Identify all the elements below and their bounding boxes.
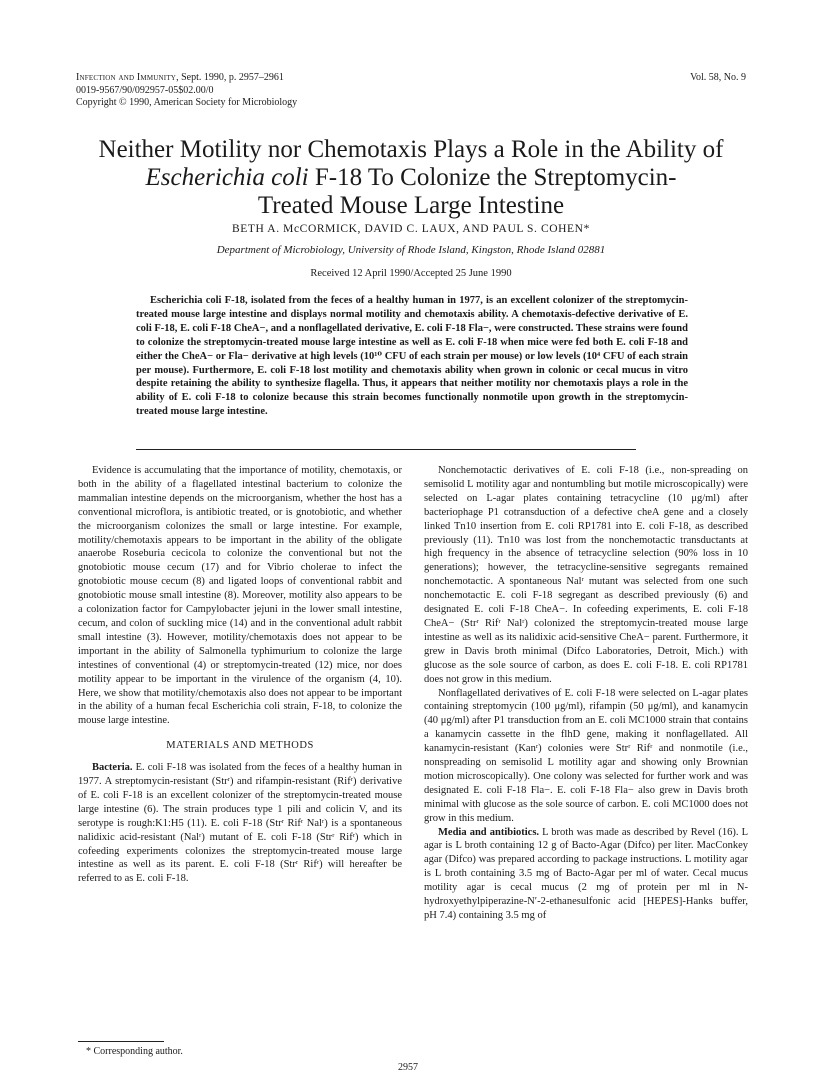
methods-heading: MATERIALS AND METHODS xyxy=(166,740,314,752)
footnote-divider xyxy=(78,1041,164,1042)
title-line-3: Treated Mouse Large Intestine xyxy=(257,192,565,219)
media-text: L broth was made as described by Revel (16). L agar is L broth containing 12 g of Bacto-Agar (Difco) per liter. MacConkey agar (Difco) was prepared according to package instructions. L motility agar is L broth containing 3.5 mg of Bacto-Agar per ml of water. Cecal mucus motility agar is cecal mucus (2 mg of protein per ml in N-hydroxyethylpiperazine-N′-2-ethanesulfonic acid [HEPES]-Hanks buffer, pH 7.4) containing 3.5 mg of xyxy=(424,826,748,921)
received-dates: Received 12 April 1990/Accepted 25 June 1990 xyxy=(310,268,512,279)
title-line-1: Neither Motility nor Chemotaxis Plays a Role in the Ability of xyxy=(98,136,724,163)
abstract: Escherichia coli F-18, isolated from the feces of a healthy human in 1977, is an excellent colonizer of the streptomycin-treated mouse large intestine and displays normal motility and chemotaxis ability. A chemotaxis-defective derivative of E. coli F-18, E. coli F-18 CheA−, and a nonflagellated derivative, E. coli F-18 Fla−, were constructed. These strains were found to colonize the streptomycin-treated mouse large intestine as well as E. coli F-18 when mice were fed both E. coli F-18 and either the CheA− or Fla− derivative at high levels (10¹⁰ CFU of each strain per mouse) or low levels (10⁴ CFU of each strain per mouse). Furthermore, E. coli F-18 lost motility and chemotaxis ability when grown in colonic or cecal mucus in vitro despite retaining the ability to synthesize flagella. Thus, it appears that neither motility nor chemotaxis plays a role in the ability of E. coli F-18 to colonize because this strain becomes functionally nonmotile upon growth in the streptomycin-treated mouse large intestine. xyxy=(136,295,688,418)
title-line-2-rest: F-18 To Colonize the Streptomycin- xyxy=(308,164,677,191)
journal-citation-line xyxy=(76,72,297,85)
left-column xyxy=(78,464,402,886)
volume-info: Vol. 58, No. 9 xyxy=(690,72,746,83)
intro-paragraph: Evidence is accumulating that the importance of motility, chemotaxis, or both in the ability of a flagellated intestinal bacterium to colonize the mammalian intestine depends on the microorganism, whether the host has a conventional microflora, is antibiotic treated, or is gnotobiotic, and whether the microorganism colonizes the small or large intestine. For example, motility/chemotaxis appears to be important in the ability of the obligate anaerobe Roseburia cecicola to colonize the conventional but not the gnotobiotic mouse cecum (17) and for Vibrio cholerae to infect the gnotobiotic mouse cecum (8) and ligated loops of conventional rabbit and gnotobiotic mouse small intestine (8). Moreover, motility also appears to be a colonization factor for Campylobacter jejuni in the lower small intestine, cecum, and colon of suckling mice (14) and in the conventional adult rabbit small intestine (3). However, motility/chemotaxis does not appear to be important in the ability of Salmonella typhimurium to colonize the large intestines of conventional (4) or streptomycin-treated (12) mice, nor does motility appear to be important in the virulence of the organism (4, 10). Here, we show that motility/chemotaxis also does not appear to be important in the ability of a human fecal Escherichia coli strain, F-18, to colonize the mouse large intestine. xyxy=(78,465,402,727)
bacteria-run-head: Bacteria. xyxy=(92,762,133,774)
title-organism: Escherichia coli xyxy=(145,164,309,191)
page-number: 2957 xyxy=(398,1062,418,1073)
right-column xyxy=(424,464,748,923)
media-paragraph xyxy=(424,826,748,923)
nonflagellated-paragraph: Nonflagellated derivatives of E. coli F-18 were selected on L-agar plates containing streptomycin (100 μg/ml), rifampin (50 μg/ml), and kanamycin (40 μg/ml) after P1 transduction from an E. coli MC1000 strain that contains a kanamycin cassette in the flhD gene, making it nonflagellated. All kanamycin-resistant (Kanʳ) colonies were Strʳ Rifʳ and nonmotile (i.e., nonspreading on semisolid L motility agar and showing only Brownian motion microscopically). One colony was selected for further work and was designated E. coli F-18 Fla−. E. coli F-18 Fla− also grew in Davis broth minimal with glucose as the sole source of carbon. E. coli MC1000 does not grow in this medium. xyxy=(424,687,748,824)
abstract-divider xyxy=(136,449,636,450)
bacteria-text: E. coli F-18 was isolated from the feces of a healthy human in 1977. A streptomycin-resistant (Strʳ) and rifampin-resistant (Rifʳ) derivative of E. coli F-18 is an excellent colonizer of the streptomycin-treated mouse large intestine (6). The strain produces type 1 pili and colicin V, and its serotype is rough:K1:H5 (11). E. coli F-18 (Strʳ Rifʳ Nalʳ) is a spontaneous nalidixic acid-resistant (Nalʳ) mutant of E. coli F-18 (Strʳ Rifʳ) which in cofeeding experiments colonizes the streptomycin-treated mouse large intestine as well as its parent. E. coli F-18 (Strʳ Rifʳ) will hereafter be referred to as E. coli F-18. xyxy=(78,762,402,885)
journal-header xyxy=(76,72,297,110)
title-line-2 xyxy=(76,164,746,192)
copyright: Copyright © 1990, American Society for Microbiology xyxy=(76,97,298,108)
corresponding-author-footnote: * Corresponding author. xyxy=(86,1046,183,1057)
media-run-head: Media and antibiotics. xyxy=(438,826,540,838)
bacteria-paragraph xyxy=(78,761,402,886)
article-title xyxy=(76,136,746,220)
affiliation: Department of Microbiology, University of Rhode Island, Kingston, Rhode Island 02881 xyxy=(216,244,606,256)
nonchemotactic-paragraph: Nonchemotactic derivatives of E. coli F-18 (i.e., non-spreading on semisolid L motility agar and nontumbling but motile microscopically) were selected on L-agar plates containing tetracycline (10 μg/ml) after bacteriophage P1 cotransduction of a defective cheA gene and a closely linked Tn10 insertion from E. coli RP1781 into E. coli F-18, as described previously (11). Tn10 was lost from the nonchemotactic transductants at high frequency in the absence of tetracycline selection (90% loss in 10 generations); however, the tetracycline-sensitive segregants remained nonchemotactic. A spontaneous Nalʳ mutant was selected from one such nonchemotactic E. coli F-18 segregant as described previously (6) and designated E. coli F-18 CheA−. In cofeeding experiments, E. coli F-18 CheA− (Strʳ Rifʳ Nalʳ) colonized the streptomycin-treated mouse large intestine as well as its nalidixic acid-sensitive CheA− parent. Furthermore, it grew in Davis broth minimal (Difco Laboratories, Detroit, Mich.) with glucose as the sole source of carbon, as does E. coli F-18. E. coli RP1781 does not grow in this medium. xyxy=(424,465,748,685)
authors: BETH A. McCORMICK, DAVID C. LAUX, AND PAUL S. COHEN* xyxy=(232,223,590,235)
journal-code: 0019-9567/90/092957-05$02.00/0 xyxy=(76,84,214,96)
journal-citation: , Sept. 1990, p. 2957–2961 xyxy=(176,72,284,83)
journal-name: Infection and Immunity xyxy=(76,72,177,83)
